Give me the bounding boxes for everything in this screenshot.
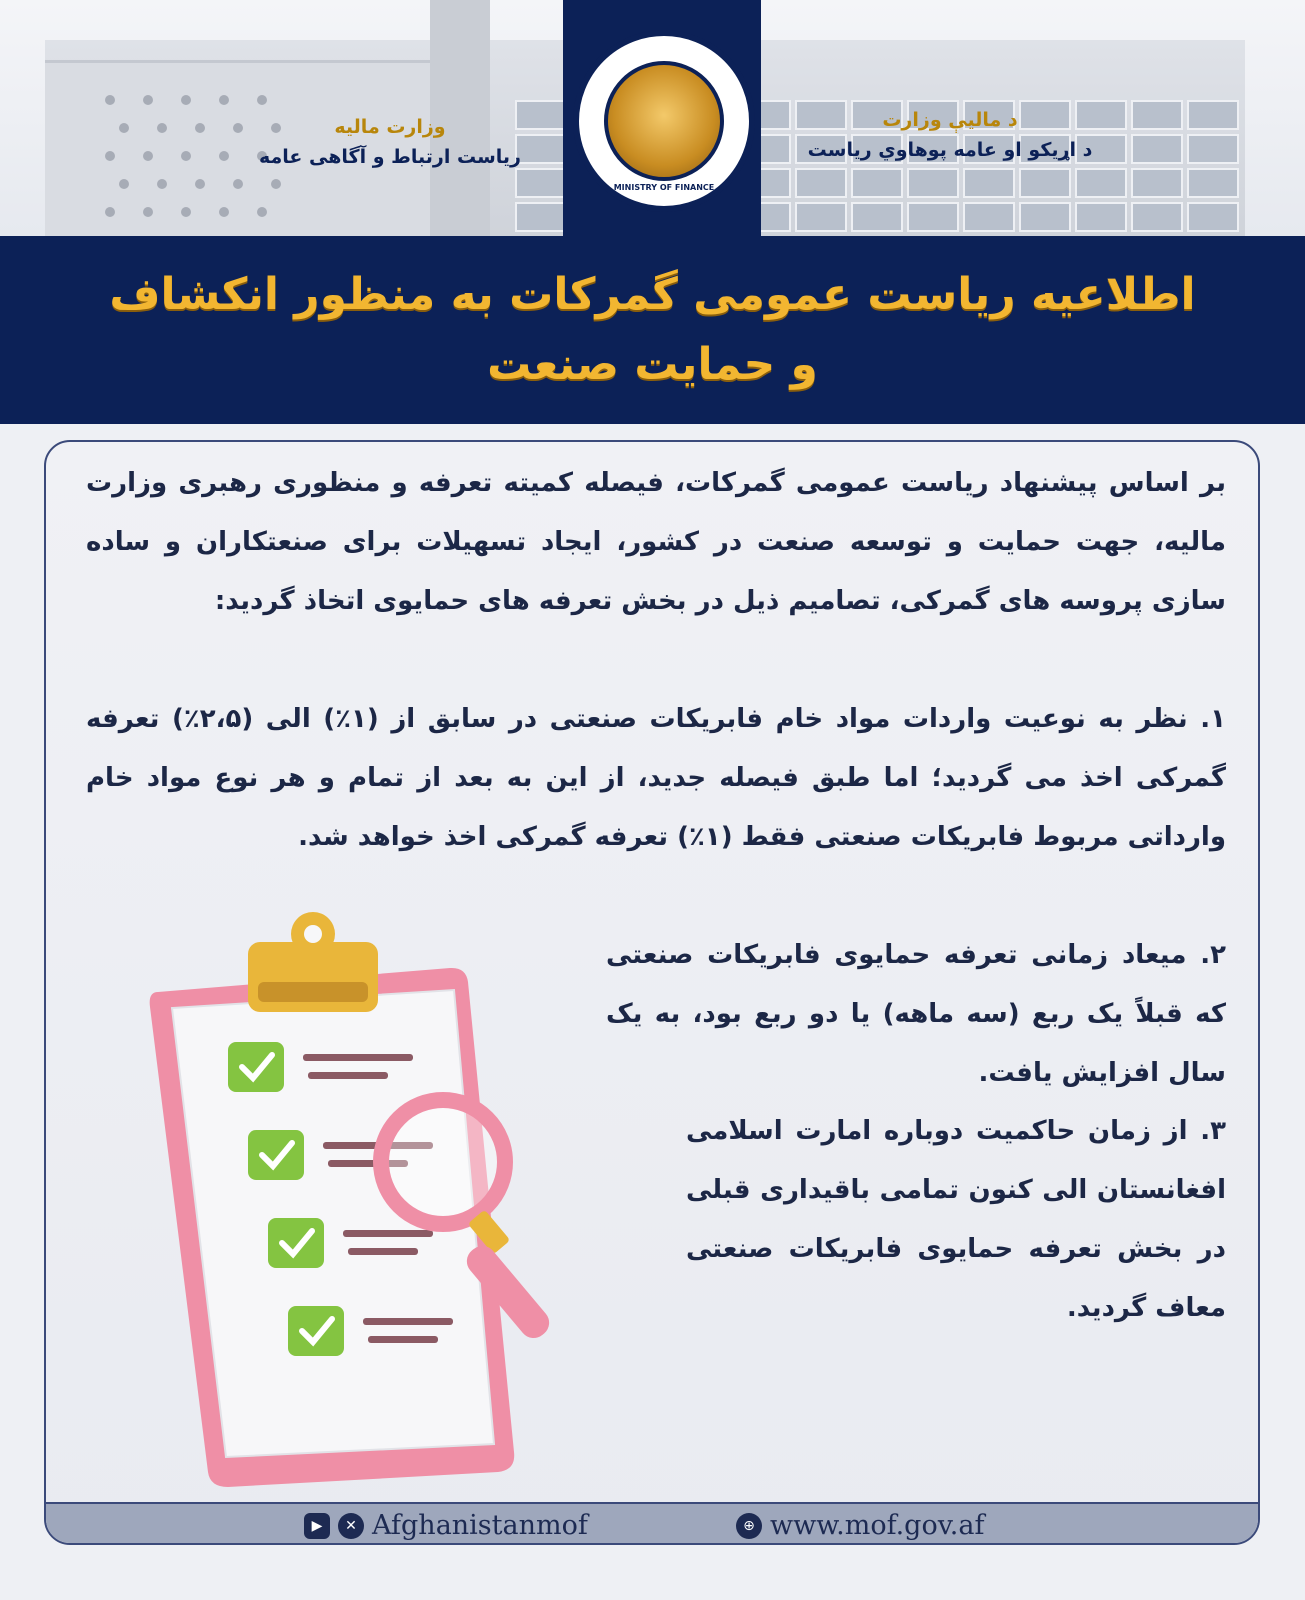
department-name-dari: ریاست ارتباط و آگاهی عامه [259, 146, 521, 168]
x-icon[interactable]: ✕ [338, 1513, 364, 1539]
window-pane [1131, 134, 1183, 164]
facade-dot [257, 95, 267, 105]
page-title: اطلاعیه ریاست عمومی گمرکات به منظور انکشاف و حمایت صنعت [109, 269, 1196, 390]
window-pane [1019, 202, 1071, 232]
facade-dot [157, 123, 167, 133]
website-group[interactable] [736, 1510, 984, 1541]
facade-dot [219, 207, 229, 217]
department-name-pashto: د اړیکو او عامه پوهاوي ریاست [807, 139, 1093, 161]
facade-dot [143, 207, 153, 217]
header-right-text [790, 105, 1110, 165]
facade-dot [219, 95, 229, 105]
facade-dot [219, 151, 229, 161]
decision-item-1: ۱. نظر به نوعیت واردات مواد خام فابریکات صنعتی در سابق از (۱٪) الی (۲،۵٪) تعرفه گمرکی اخذ می گردید؛ اما طبق فیصله جدید، از این به بعد از تمام و هر نوع مواد خام وارداتی مربوط فابریکات صنعتی فقط (۱٪) تعرفه گمرکی اخذ خواهد شد. [86, 704, 1226, 852]
facade-dot [195, 123, 205, 133]
facade-dot [119, 179, 129, 189]
facade-dot [233, 179, 243, 189]
social-handle[interactable]: Afghanistanmof [372, 1510, 588, 1541]
window-pane [1187, 202, 1239, 232]
facade-dot [181, 95, 191, 105]
facade-dot [105, 207, 115, 217]
window-pane [907, 168, 959, 198]
website-link[interactable]: www.mof.gov.af [770, 1510, 985, 1541]
window-pane [795, 168, 847, 198]
header-left-text [240, 112, 540, 172]
facade-dot [143, 95, 153, 105]
facade-dot [181, 151, 191, 161]
window-pane [515, 202, 567, 232]
content-card [44, 440, 1260, 1545]
window-pane [515, 168, 567, 198]
window-pane [1075, 202, 1127, 232]
logo-caption: MINISTRY OF FINANCE [613, 183, 715, 192]
social-handle-group[interactable] [304, 1510, 588, 1541]
window-pane [795, 202, 847, 232]
decision-item-2: ۲. میعاد زمانی تعرفه حمایوی فابریکات صنعتی که قبلاً یک ربع (سه ماهه) یا دو ربع بود، به یک سال افزایش یافت. [606, 940, 1226, 1088]
facade-dot [143, 151, 153, 161]
coin-emblem-icon [604, 61, 724, 181]
globe-icon[interactable]: ⊕ [736, 1513, 762, 1539]
facade-dot [105, 95, 115, 105]
window-pane [1187, 168, 1239, 198]
intro-paragraph: بر اساس پیشنهاد ریاست عمومی گمرکات، فیصله کمیته تعرفه و منظوری رهبری وزارت مالیه، جهت حمایت و توسعه صنعت در کشور، ایجاد تسهیلات برای صنعتکاران و ساده سازی پروسه های گمرکی، تصامیم ذیل در بخش تعرفه های حمایوی اتخاذ گردید: [86, 468, 1226, 616]
window-pane [1131, 100, 1183, 130]
facade-dot [181, 207, 191, 217]
facade-dot [157, 179, 167, 189]
facade-dot [105, 151, 115, 161]
window-pane [963, 168, 1015, 198]
window-pane [1019, 168, 1071, 198]
facade-dot [257, 207, 267, 217]
youtube-icon[interactable]: ▶ [304, 1513, 330, 1539]
window-pane [1187, 134, 1239, 164]
decision-item-3: ۳. از زمان حاکمیت دوباره امارت اسلامی افغانستان الی کنون تمامی باقیداری قبلی در بخش تعرفه حمایوی فابریکات صنعتی معاف گردید. [686, 1116, 1226, 1323]
window-pane [1075, 168, 1127, 198]
facade-dot [271, 179, 281, 189]
window-pane [851, 168, 903, 198]
title-band [0, 236, 1305, 424]
header-banner [0, 0, 1305, 236]
clipboard-checklist-icon [138, 912, 568, 1492]
window-pane [1131, 202, 1183, 232]
footer-bar [46, 1502, 1260, 1545]
window-pane [963, 202, 1015, 232]
ministry-name-pashto: د مالیې وزارت [882, 109, 1018, 131]
window-pane [1131, 168, 1183, 198]
facade-dot [119, 123, 129, 133]
window-pane [907, 202, 959, 232]
facade-dot [195, 179, 205, 189]
ministry-name-dari: وزارت مالیه [334, 116, 446, 138]
window-pane [851, 202, 903, 232]
window-pane [1187, 100, 1239, 130]
ministry-logo [573, 30, 755, 212]
